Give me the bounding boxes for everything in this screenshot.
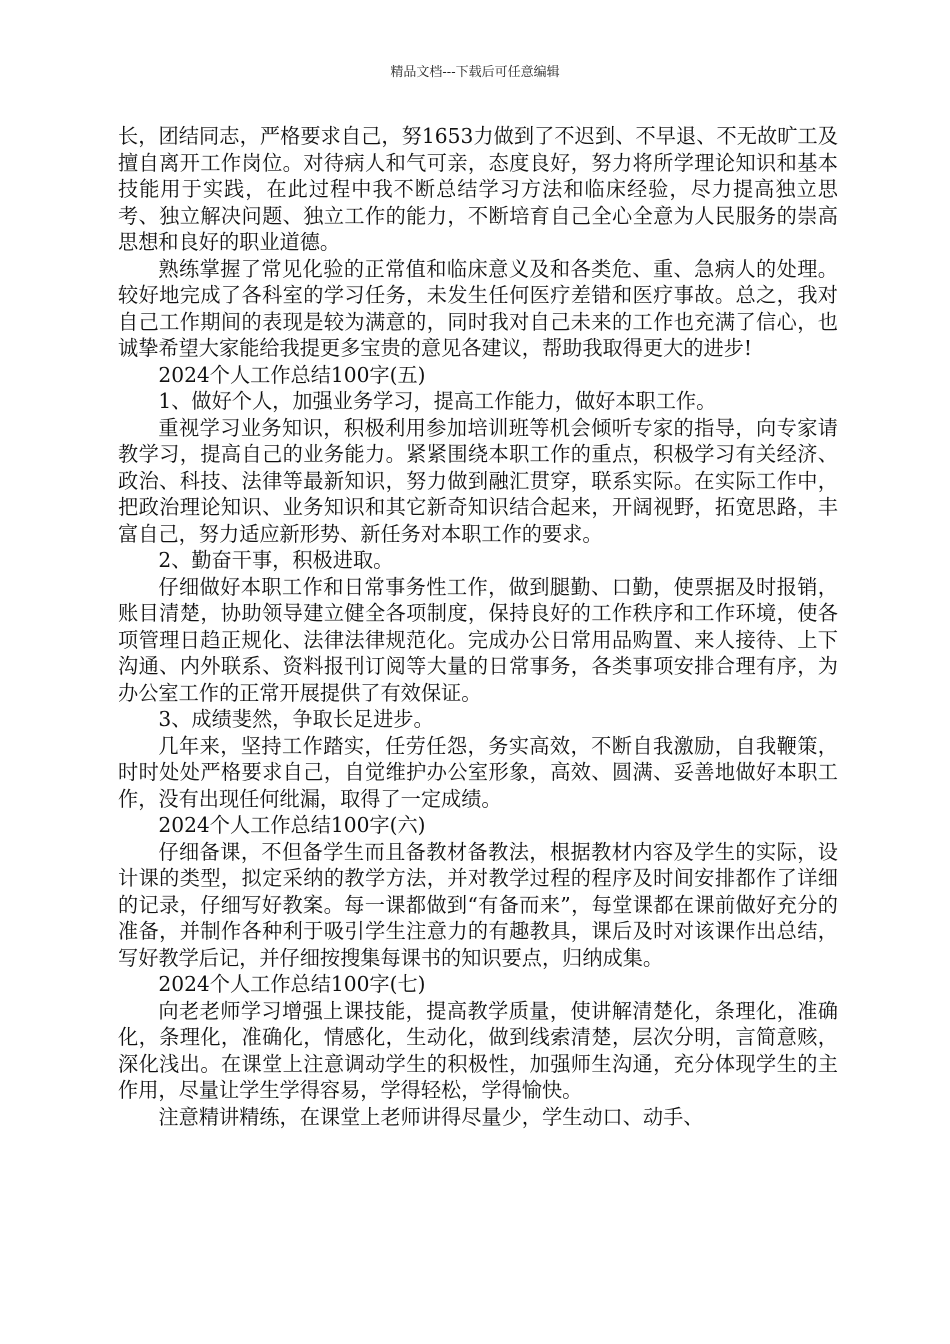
body-paragraph: 重视学习业务知识，积极利用参加培训班等机会倾听专家的指导，向专家请教学习，提高自己的业务能力。紧紧围绕本职工作的重点，积极学习有关经济、政治、科技、法律等最新知识，努力做到融汇贯穿，联系实际。在实际工作中，把政治理论知识、业务知识和其它新奇知识结合起来，开阔视野，拓宽思路，丰富自己，努力适应新形势、新任务对本职工作的要求。 <box>118 415 838 546</box>
body-paragraph: 几年来，坚持工作踏实，任劳任怨，务实高效，不断自我激励，自我鞭策，时时处处严格要求自己，自觉维护办公室形象，高效、圆满、妥善地做好本职工作，没有出现任何纰漏，取得了一定成绩。 <box>118 733 838 811</box>
body-paragraph: 注意精讲精练，在课堂上老师讲得尽量少，学生动口、动手、 <box>158 1104 704 1129</box>
section-heading: 2024个人工作总结100字(七) <box>158 972 426 996</box>
page-header: 精品文档---下载后可任意编辑 <box>390 65 560 80</box>
body-paragraph: 仔细备课，不但备学生而且备教材备教法，根据教材内容及学生的实际，设计课的类型，拟定采纳的教学方法，并对教学过程的程序及时间安排都作了详细的记录，仔细写好教案。每一课都做到“有备而来”，每堂课都在课前做好充分的准备，并制作各种利于吸引学生注意力的有趣教具，课后及时对该课作出总结，写好教学后记，并仔细按搜集每课书的知识要点，归纳成集。 <box>118 839 838 970</box>
body-paragraph: 长，团结同志，严格要求自己，努1653力做到了不迟到、不早退、不无故旷工及擅自离开工作岗位。对待病人和气可亲，态度良好，努力将所学理论知识和基本技能用于实践，在此过程中我不断总结学习方法和临床经验，尽力提高独立思考、独立解决问题、独立工作的能力，不断培育自己全心全意为人民服务的崇高思想和良好的职业道德。 <box>118 124 838 254</box>
body-paragraph: 1、做好个人，加强业务学习，提高工作能力，做好本职工作。 <box>158 389 717 413</box>
body-paragraph: 2、勤奋干事，积极进取。 <box>158 548 394 572</box>
body-paragraph: 仔细做好本职工作和日常事务性工作，做到腿勤、口勤，使票据及时报销，账目清楚，协助领导建立健全各项制度，保持良好的工作秩序和工作环境，使各项管理日趋正规化、法律法律规范化。完成办公日常用品购置、来人接待、上下沟通、内外联系、资料报刊订阅等大量的日常事务，各类事项安排合理有序，为办公室工作的正常开展提供了有效保证。 <box>118 574 838 705</box>
document-body <box>118 123 838 1130</box>
section-heading: 2024个人工作总结100字(六) <box>158 813 426 837</box>
body-paragraph: 3、成绩斐然，争取长足进步。 <box>158 707 434 731</box>
section-heading: 2024个人工作总结100字(五) <box>158 362 426 387</box>
body-paragraph: 向老老师学习增强上课技能，提高教学质量，使讲解清楚化，条理化，准确化，条理化，准确化，情感化，生动化，做到线索清楚，层次分明，言简意赅，深化浅出。在课堂上注意调动学生的积极性，加强师生沟通，充分体现学生的主作用，尽量让学生学得容易，学得轻松，学得愉快。 <box>118 998 838 1102</box>
body-paragraph: 熟练掌握了常见化验的正常值和临床意义及和各类危、重、急病人的处理。较好地完成了各科室的学习任务，未发生任何医疗差错和医疗事故。总之，我对自己工作期间的表现是较为满意的，同时我对自己未来的工作也充满了信心，也诚挚希望大家能给我提更多宝贵的意见各建议，帮助我取得更大的进步! <box>118 256 838 360</box>
